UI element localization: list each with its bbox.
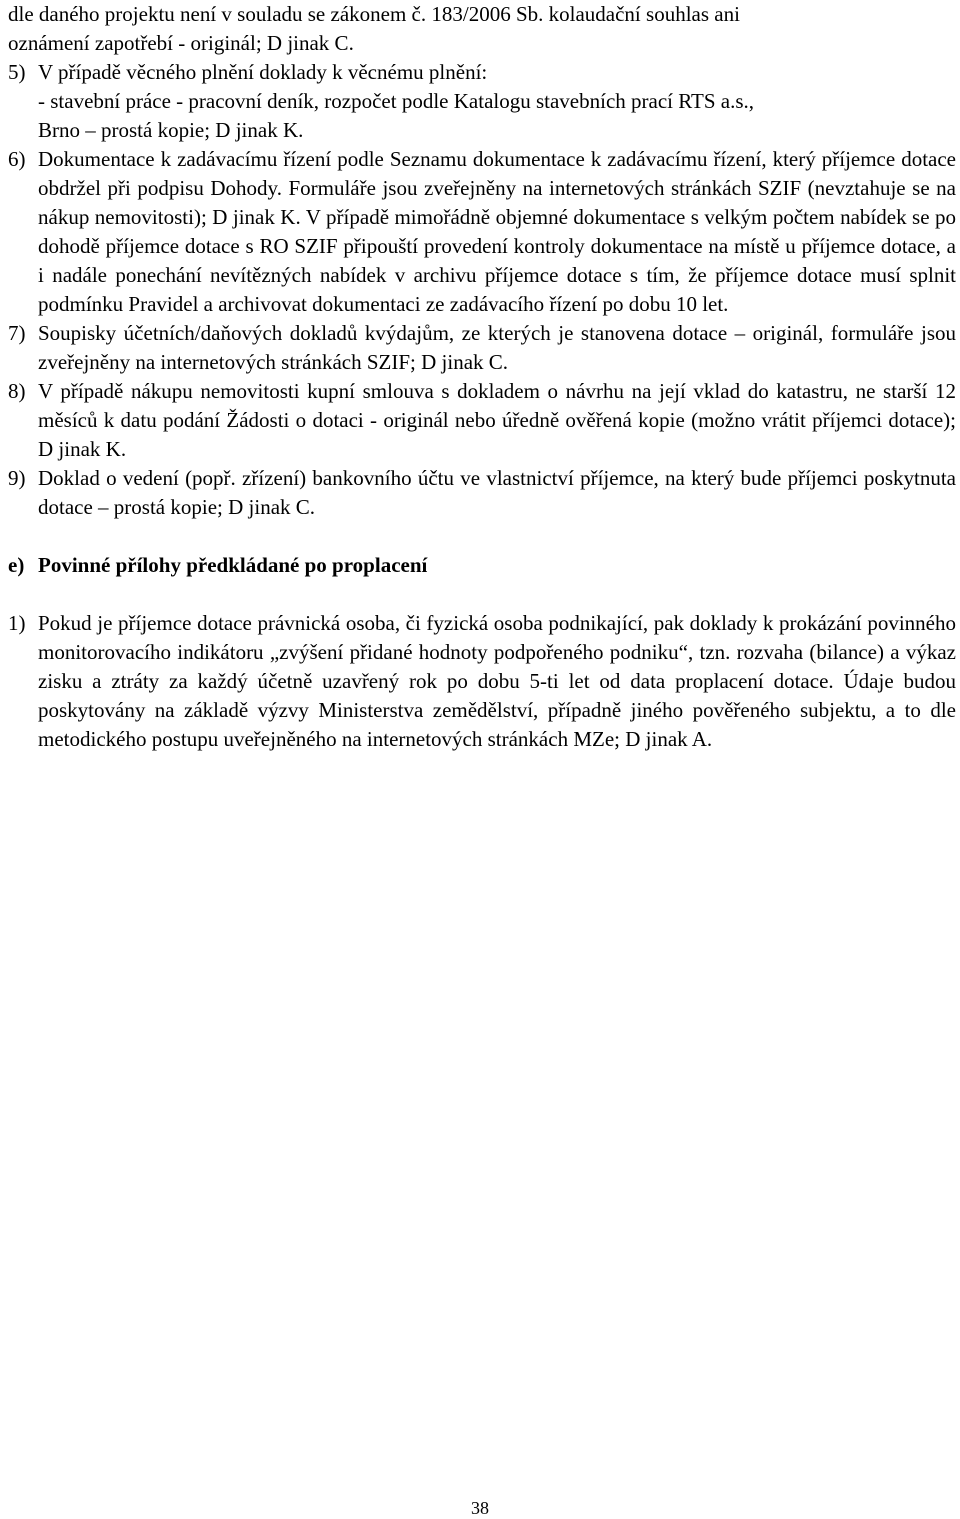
item-text: Soupisky účetních/daňových dokladů kvýdajům, ze kterých je stanovena dotace – originál, formuláře jsou zveřejněny na internetových stránkách SZIF; D jinak C. xyxy=(38,321,956,374)
item-text: V případě věcného plnění doklady k věcnému plnění: xyxy=(38,60,488,84)
list-item-8 xyxy=(8,377,956,464)
page-content xyxy=(8,0,956,754)
list-item-5 xyxy=(8,58,956,87)
item-text: V případě nákupu nemovitosti kupní smlouva s dokladem o návrhu na její vklad do katastru, ne starší 12 měsíců k datu podání Žádosti o dotaci - originál nebo úředně ověřená kopie (možno vrátit příjemci dotace); D jinak K. xyxy=(38,379,956,461)
page-number: 38 xyxy=(471,1498,489,1518)
item-text: Pokud je příjemce dotace právnická osoba, či fyzická osoba podnikající, pak doklady k prokázání povinného monitorovacího indikátoru „zvýšení přidané hodnoty podpořeného podniku“, tzn. rozvaha (bilance) a výkaz zisku a ztráty za každý účetně uzavřený rok po dobu 5-ti let od data proplacení dotace. Údaje budou poskytovány na základě výzvy Ministerstva zemědělství, případně jiného pověřeného subjektu, a to dle metodického postupu uveřejněného na internetových stránkách MZe; D jinak A. xyxy=(38,611,956,751)
item-number: 9) xyxy=(8,466,26,490)
spacer xyxy=(8,522,956,551)
section-title: Povinné přílohy předkládané po proplacení xyxy=(38,553,428,577)
list-item-9 xyxy=(8,464,956,522)
section-e-item-1 xyxy=(8,609,956,754)
section-letter: e) xyxy=(8,553,25,577)
item-number: 7) xyxy=(8,321,26,345)
section-e-heading xyxy=(8,551,956,580)
list-item-7 xyxy=(8,319,956,377)
item-number: 8) xyxy=(8,379,26,403)
item-text: Doklad o vedení (popř. zřízení) bankovního účtu ve vlastnictví příjemce, na který bude příjemci poskytnuta dotace – prostá kopie; D jinak C. xyxy=(38,466,956,519)
item-number: 6) xyxy=(8,147,26,171)
item-number: 5) xyxy=(8,60,26,84)
item-5-sub-line-2: Brno – prostá kopie; D jinak K. xyxy=(38,118,304,142)
continuation-line-1: dle daného projektu není v souladu se zákonem č. 183/2006 Sb. kolaudační souhlas ani xyxy=(8,2,740,26)
continuation-line-2: oznámení zapotřebí - originál; D jinak C. xyxy=(8,31,354,55)
item-text: Dokumentace k zadávacímu řízení podle Seznamu dokumentace k zadávacímu řízení, který příjemce dotace obdržel při podpisu Dohody. Formuláře jsou zveřejněny na internetových stránkách SZIF (nevztahuje se na nákup nemovitosti); D jinak K. V případě mimořádně objemné dokumentace s velkým počtem nabídek se po dohodě příjemce dotace s RO SZIF připouští provedení kontroly dokumentace na místě u příjemce dotace, a i nadále ponechání nevítězných nabídek v archivu příjemce dotace s tím, že příjemce dotace musí splnit podmínku Pravidel a archivovat dokumentaci ze zadávacího řízení po dobu 10 let. xyxy=(38,147,956,316)
list-item-6 xyxy=(8,145,956,319)
spacer xyxy=(8,580,956,609)
item-number: 1) xyxy=(8,611,26,635)
item-5-sub-line: - stavební práce - pracovní deník, rozpočet podle Katalogu stavebních prací RTS a.s., xyxy=(38,89,754,113)
